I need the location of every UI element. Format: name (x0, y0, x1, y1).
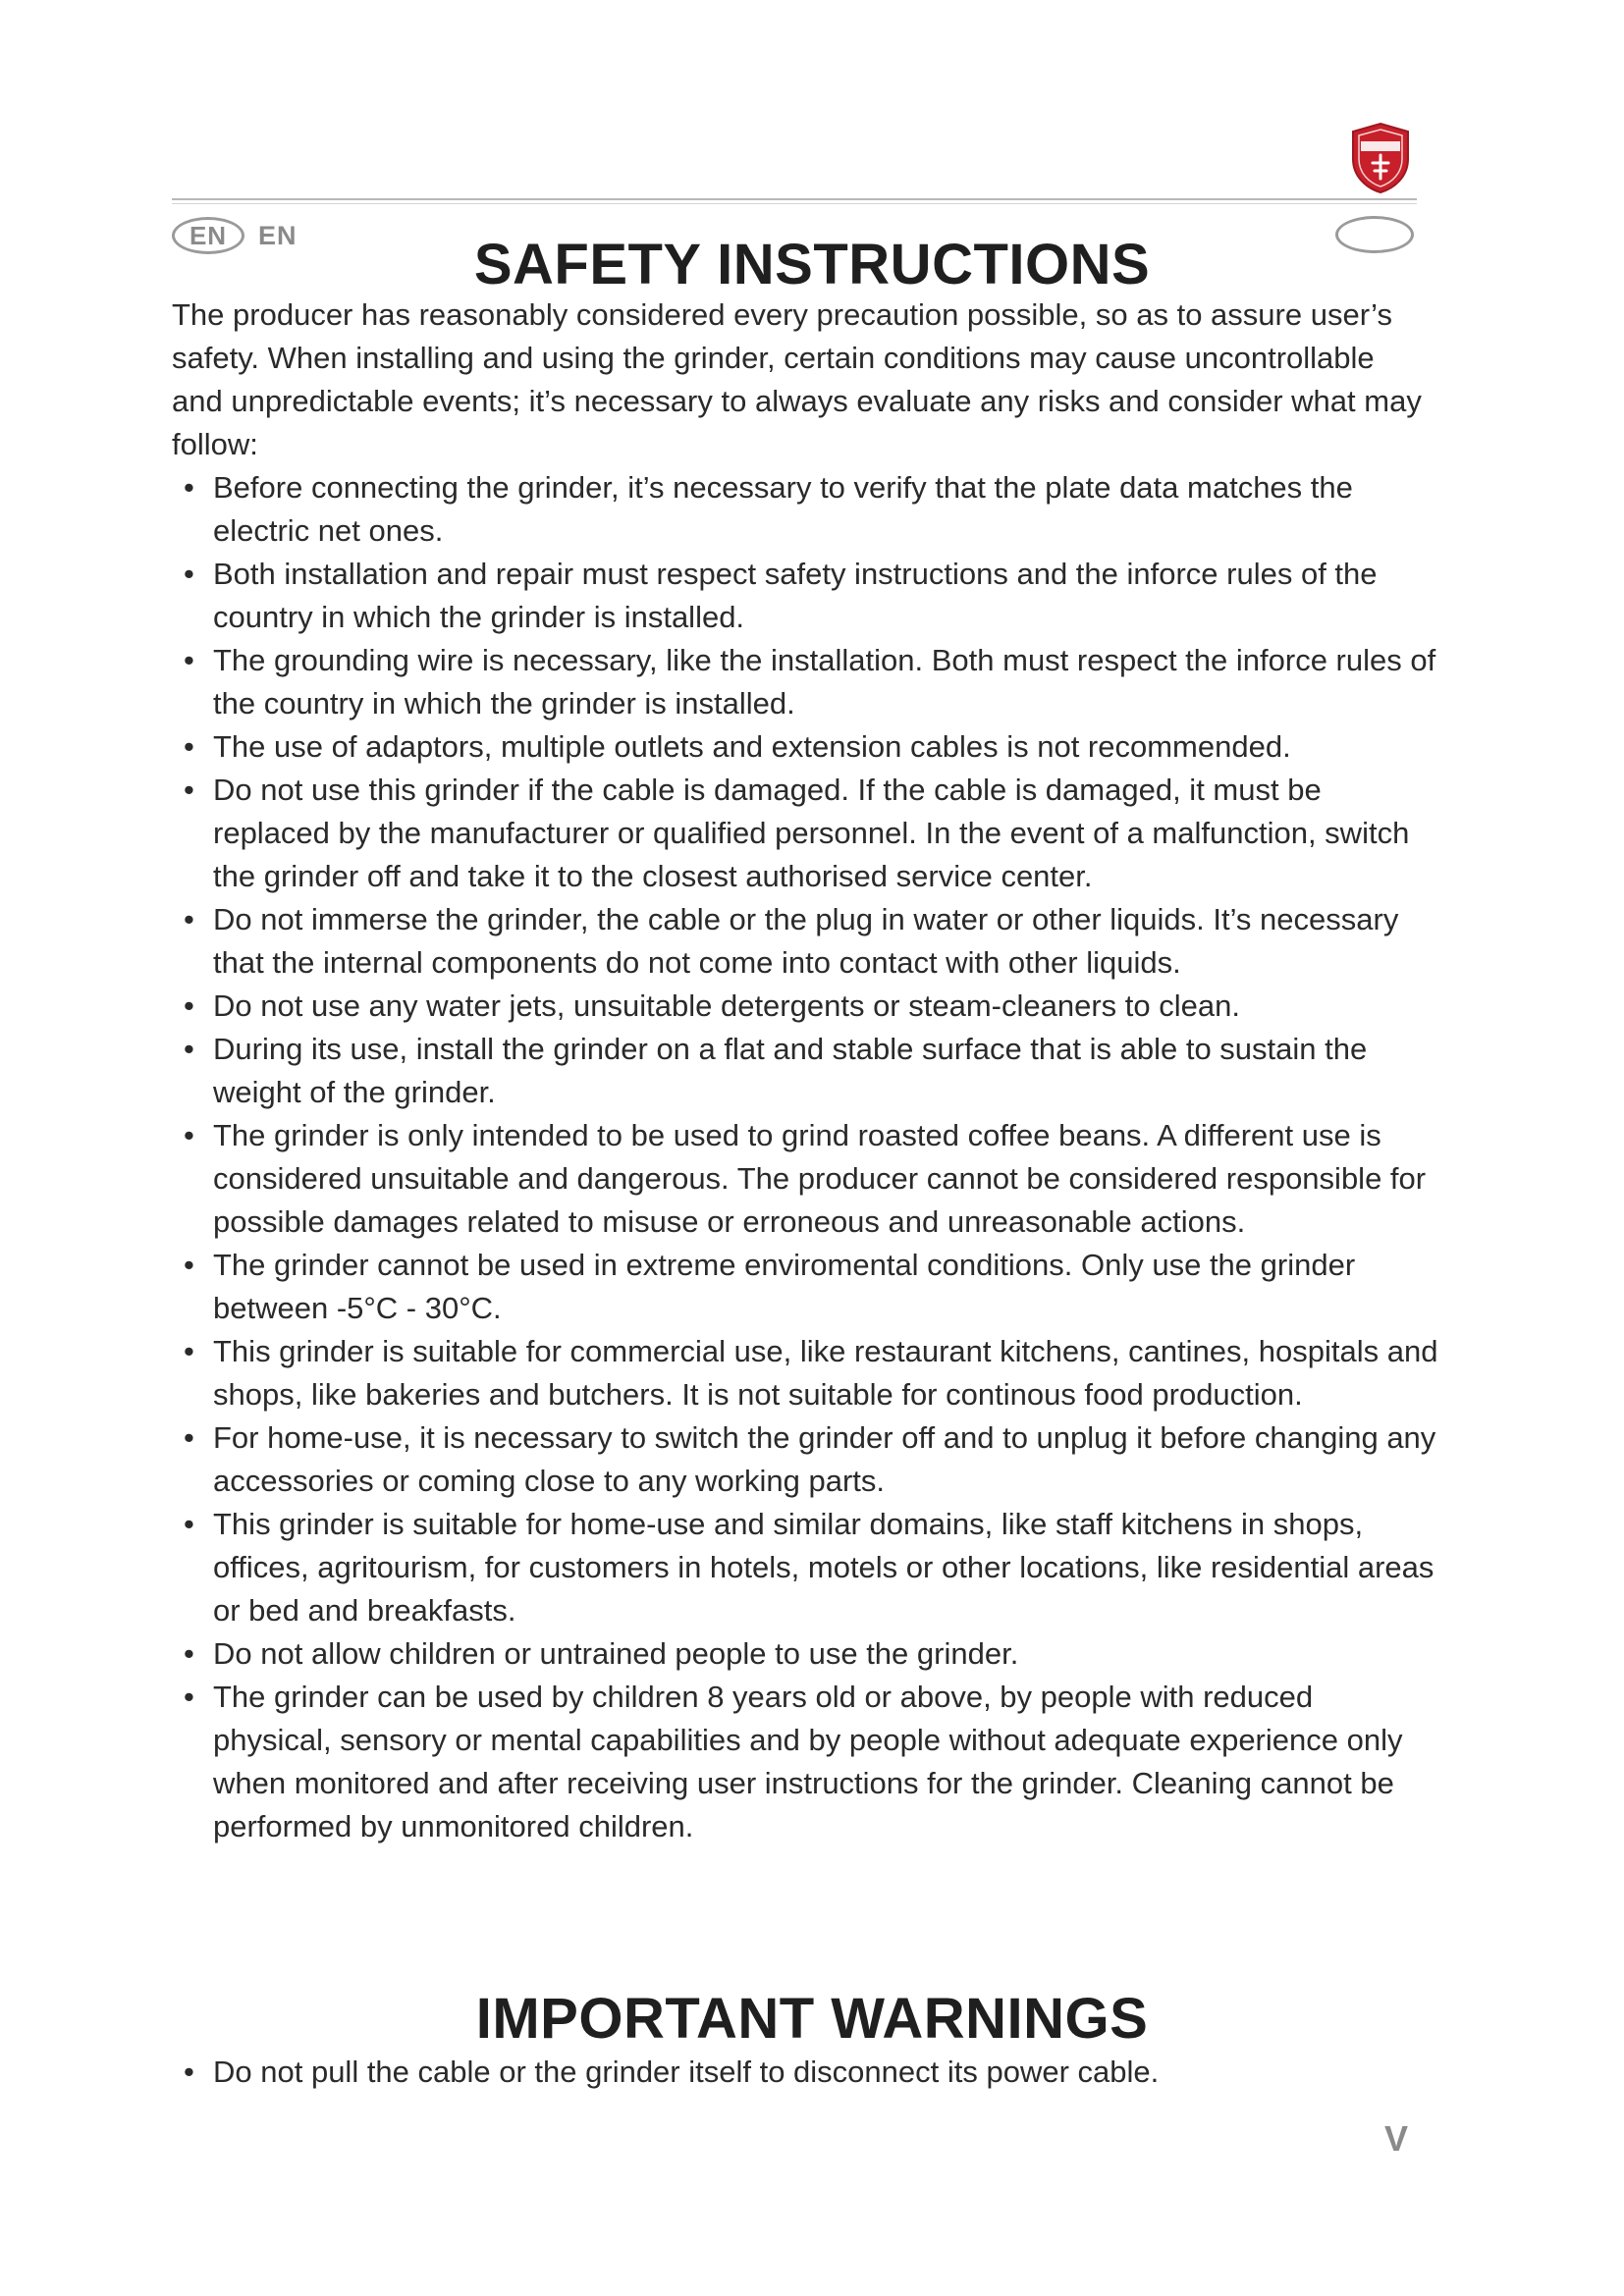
list-item: • For home-use, it is necessary to switch the grinder off and to unplug it before changing any accessories or coming close to any working parts. (172, 1416, 1438, 1503)
eureka-logo-icon (1347, 122, 1414, 194)
important-warnings-title: IMPORTANT WARNINGS (475, 1987, 1149, 2051)
list-item: • The grinder cannot be used in extreme enviromental conditions. Only use the grinder between -5°C - 30°C. (172, 1244, 1438, 1330)
language-label: EN (258, 220, 298, 250)
safety-instructions-title: SAFETY INSTRUCTIONS (473, 233, 1151, 296)
language-badge: EN (172, 217, 244, 254)
list-item: • Do not pull the cable or the grinder itself to disconnect its power cable. (172, 2051, 1438, 2094)
list-item: • Do not allow children or untrained people to use the grinder. (172, 1632, 1438, 1676)
list-item: • Do not immerse the grinder, the cable or the plug in water or other liquids. It’s necessary that the internal components do not come into contact with other liquids. (172, 898, 1438, 985)
list-item: • The grounding wire is necessary, like the installation. Both must respect the inforce rules of the country in which the grinder is installed. (172, 639, 1438, 725)
list-item: • The grinder can be used by children 8 years old or above, by people with reduced physical, sensory or mental capabilities and by people without adequate experience only when monitored and after receiving user instructions for the grinder. Cleaning cannot be performed by unmonitored children. (172, 1676, 1438, 1848)
list-item: • Both installation and repair must respect safety instructions and the inforce rules of the country in which the grinder is installed. (172, 553, 1438, 639)
list-item: • The use of adaptors, multiple outlets and extension cables is not recommended. (172, 725, 1438, 769)
list-item: • This grinder is suitable for commercial use, like restaurant kitchens, cantines, hospitals and shops, like bakeries and butchers. It is not suitable for continous food production. (172, 1330, 1438, 1416)
safety-instructions-list (172, 466, 1438, 1848)
page-number: V (1384, 2118, 1409, 2159)
list-item: • This grinder is suitable for home-use and similar domains, like staff kitchens in shops, offices, agritourism, for customers in hotels, motels or other locations, like residential areas or bed and breakfasts. (172, 1503, 1438, 1632)
list-item: • Do not use any water jets, unsuitable detergents or steam-cleaners to clean. (172, 985, 1438, 1028)
safety-intro-paragraph: The producer has reasonably considered every precaution possible, so as to assure user’s safety. When installing and using the grinder, certain conditions may cause uncontrollable and unpredictable events; it’s necessary to always evaluate any risks and consider what may follow: (172, 297, 1422, 461)
header-divider (172, 198, 1417, 204)
list-item: • Do not use this grinder if the cable is damaged. If the cable is damaged, it must be replaced by the manufacturer or qualified personnel. In the event of a malfunction, switch the grinder off and take it to the closest authorised service center. (172, 769, 1438, 898)
important-warnings-list (172, 2051, 1438, 2094)
list-item: • Before connecting the grinder, it’s necessary to verify that the plate data matches the electric net ones. (172, 466, 1438, 553)
list-item: • During its use, install the grinder on a flat and stable surface that is able to sustain the weight of the grinder. (172, 1028, 1438, 1114)
list-item: • The grinder is only intended to be used to grind roasted coffee beans. A different use is considered unsuitable and dangerous. The producer cannot be considered responsible for possible damages related to misuse or erroneous and unreasonable actions. (172, 1114, 1438, 1244)
